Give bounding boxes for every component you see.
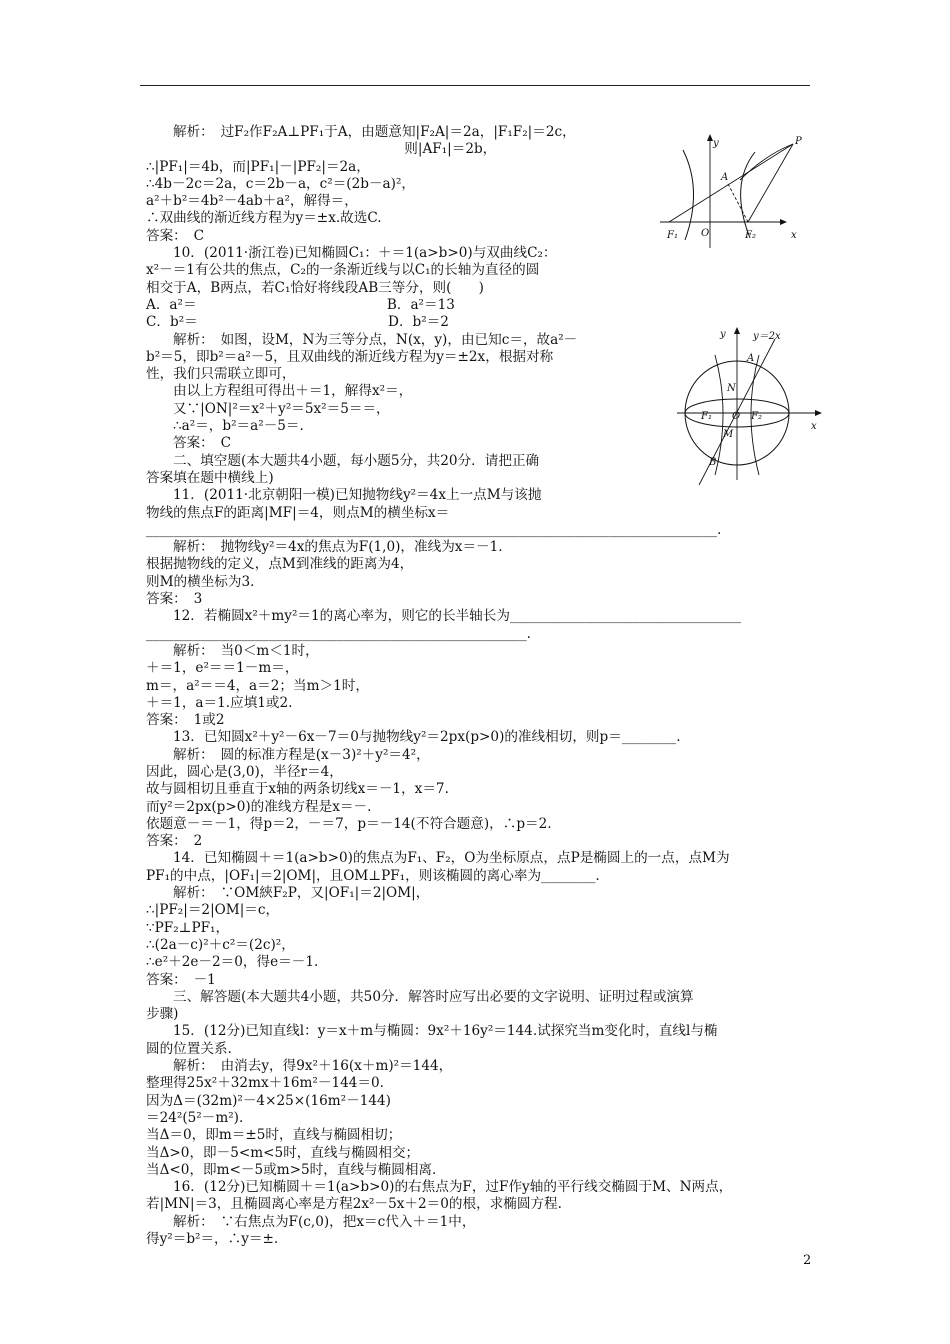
text-line: C．b²＝ D．b²＝2 xyxy=(146,314,449,331)
text-line: 解析： 当0＜m＜1时， xyxy=(173,642,319,659)
fig2-label-x: x xyxy=(811,421,817,432)
text-line: ________________________________________________________. xyxy=(146,625,531,642)
text-line: 16．(12分)已知椭圆＋＝1(a>b>0)的右焦点为F，过F作y轴的平行线交椭圆于M、N两点， xyxy=(173,1179,733,1196)
text-line: 解析： 如图，设M，N为三等分点，N(x，y)，由已知c＝，故a²－ xyxy=(173,331,578,348)
text-line: 13．已知圆x²＋y²－6x－7＝0与抛物线y²＝2px(p>0)的准线相切，则p＝________. xyxy=(173,729,681,746)
document-body xyxy=(146,124,816,1248)
text-line: 得y²＝b²＝，∴y＝±. xyxy=(146,1231,279,1247)
text-line: 又∵|ON|²＝x²＋y²＝5x²＝5＝＝， xyxy=(173,400,390,417)
text-line: 而y²＝2px(p>0)的准线方程是x＝－. xyxy=(146,798,372,815)
text-line: 11．(2011·北京朝阳一模)已知抛物线y²＝4x上一点M与该抛 xyxy=(173,487,542,504)
text-line: ＝24²(5²－m²). xyxy=(146,1109,244,1126)
text-line: 15．(12分)已知直线l：y＝x＋m与椭圆：9x²＋16y²＝144.试探究当m变化时，直线l与椭 xyxy=(173,1023,718,1040)
fig2-label-n: N xyxy=(727,383,736,394)
text-line: A．a²＝ B．a²＝13 xyxy=(146,296,455,313)
text-line: 三、解答题(本大题共4小题，共50分．解答时应写出必要的文字说明、证明过程或演算 xyxy=(173,988,694,1005)
fig2-label-o: O xyxy=(732,411,741,422)
text-line: ∴(2a－c)²＋c²＝(2c)²， xyxy=(146,936,295,953)
text-line: 根据抛物线的定义，点M到准线的距离为4， xyxy=(146,556,414,573)
text-line: 12．若椭圆x²＋my²＝1的离心率为，则它的长半轴长为__________________________________ xyxy=(173,608,742,625)
text-line: 性，我们只需联立即可， xyxy=(146,366,296,383)
text-line: 解析： 由消去y，得9x²＋16(x＋m)²＝144， xyxy=(173,1058,453,1075)
text-line: 解析： 圆的标准方程是(x－3)²＋y²＝4²， xyxy=(173,746,430,763)
text-line: x²－＝1有公共的焦点，C₂的一条渐近线与以C₁的长轴为直径的圆 xyxy=(146,262,540,279)
text-line: 相交于A，B两点，若C₁恰好将线段AB三等分，则( ) xyxy=(146,279,484,296)
text-line: 整理得25x²＋32mx＋16m²－144＝0. xyxy=(146,1075,384,1092)
text-line: 当Δ>0，即－5<m<5时，直线与椭圆相交； xyxy=(146,1144,420,1161)
text-line: 答案： 2 xyxy=(146,833,203,850)
text-line: m＝，a²＝＝4，a＝2；当m＞1时， xyxy=(146,677,369,694)
fig2-label-m: M xyxy=(723,429,734,440)
fig1-label-p: P xyxy=(795,136,802,147)
text-line: 依题意－＝－1，得p＝2，－＝7，p＝－14(不符合题意)，∴p＝2. xyxy=(146,815,552,832)
text-line: 圆的位置关系. xyxy=(146,1040,232,1057)
fig1-label-f2: F₂ xyxy=(745,230,756,241)
fig2-label-line: y＝2x xyxy=(753,331,781,342)
text-line: ∴|PF₁|＝4b，而|PF₁|－|PF₂|＝2a， xyxy=(146,158,370,175)
text-line: 解析： ∵右焦点为F(c,0)，把x＝c代入＋＝1中， xyxy=(173,1213,476,1230)
figure-hyperbola xyxy=(655,130,815,264)
page-number: 2 xyxy=(803,1253,812,1268)
fig2-label-f1: F₁ xyxy=(701,411,712,422)
text-line: ∴4b－2c＝2a，c＝2b－a，c²＝(2b－a)²， xyxy=(146,175,416,192)
text-line: 答案： －1 xyxy=(146,971,216,988)
text-line: 因此，圆心是(3,0)，半径r＝4， xyxy=(146,763,343,780)
text-line: 答案： C xyxy=(173,435,231,452)
text-line: 则|AF₁|＝2b， xyxy=(146,141,497,158)
text-line: 物线的焦点F的距离|MF|＝4，则点M的横坐标x＝ xyxy=(146,504,450,521)
text-line: 解析： ∵OM綊F₂P，又|OF₁|＝2|OM|， xyxy=(173,885,430,902)
fig2-label-y: y xyxy=(720,329,726,340)
text-line: 解析： 抛物线y²＝4x的焦点为F(1,0)，准线为x＝－1. xyxy=(173,539,503,556)
fig2-label-a: A xyxy=(747,353,755,364)
text-line: 由以上方程组可得出＋＝1，解得x²＝， xyxy=(173,383,413,400)
text-line: PF₁的中点，|OF₁|＝2|OM|，且OM⊥PF₁，则该椭圆的离心率为________. xyxy=(146,867,600,884)
text-line: 10．(2011·浙江卷)已知椭圆C₁：＋＝1(a>b>0)与双曲线C₂： xyxy=(173,245,557,262)
fig2-label-b: B xyxy=(709,457,717,468)
text-line: 答案： 1或2 xyxy=(146,712,225,729)
text-line: ∴a²＝，b²＝a²－5＝. xyxy=(173,418,304,435)
text-line: ∴|PF₂|＝2|OM|＝c， xyxy=(146,902,280,919)
header-rule xyxy=(140,85,810,86)
text-line: 故与圆相切且垂直于x轴的两条切线x＝－1，x＝7. xyxy=(146,781,449,798)
fig1-label-o: O xyxy=(701,228,710,239)
text-line: 则M的横坐标为3. xyxy=(146,573,255,590)
text-line: ∴双曲线的渐近线方程为y＝±x.故选C. xyxy=(146,210,382,227)
text-line: ＋＝1，a＝1.应填1或2. xyxy=(146,694,293,711)
text-line: b²＝5，即b²＝a²－5，且双曲线的渐近线方程为y＝±2x，根据对称 xyxy=(146,348,554,365)
text-line: 若|MN|＝3，且椭圆离心率是方程2x²－5x＋2＝0的根，求椭圆方程. xyxy=(146,1196,562,1213)
fig1-label-y: y xyxy=(713,138,719,149)
text-line: ∴e²＋2e－2＝0，得e＝－1. xyxy=(146,954,319,971)
text-line: ＋＝1，e²＝＝1－m＝， xyxy=(146,660,299,677)
text-line: 答案： 3 xyxy=(146,591,203,608)
fig1-label-f1: F₁ xyxy=(667,230,678,241)
fig1-label-a: A xyxy=(721,172,729,183)
text-line: a²＋b²＝4b²－4ab＋a²，解得＝， xyxy=(146,193,358,210)
fig1-label-x: x xyxy=(791,230,797,241)
text-line: 答案填在题中横线上) xyxy=(146,469,274,486)
text-line: 14．已知椭圆＋＝1(a>b>0)的焦点为F₁、F₂，O为坐标原点，点P是椭圆上的一点，点M为 xyxy=(173,850,730,867)
text-line: ____________________________________________________________________________________. xyxy=(146,521,722,538)
text-line: 步骤) xyxy=(146,1006,179,1023)
text-line: 二、填空题(本大题共4小题，每小题5分，共20分．请把正确 xyxy=(173,452,540,469)
fig2-label-f2: F₂ xyxy=(751,411,762,422)
text-line: 当Δ<0，即m<－5或m>5时，直线与椭圆相离. xyxy=(146,1161,437,1178)
text-line: 解析： 过F₂作F₂A⊥PF₁于A，由题意知|F₂A|＝2a，|F₁F₂|＝2c， xyxy=(173,124,576,140)
text-line: ∵PF₂⊥PF₁， xyxy=(146,919,230,936)
text-line: 答案： C xyxy=(146,227,204,244)
text-line: 当Δ＝0，即m＝±5时，直线与椭圆相切； xyxy=(146,1127,402,1144)
figure-circle-ellipse xyxy=(675,325,825,489)
text-line: 因为Δ＝(32m)²－4×25×(16m²－144) xyxy=(146,1092,391,1109)
